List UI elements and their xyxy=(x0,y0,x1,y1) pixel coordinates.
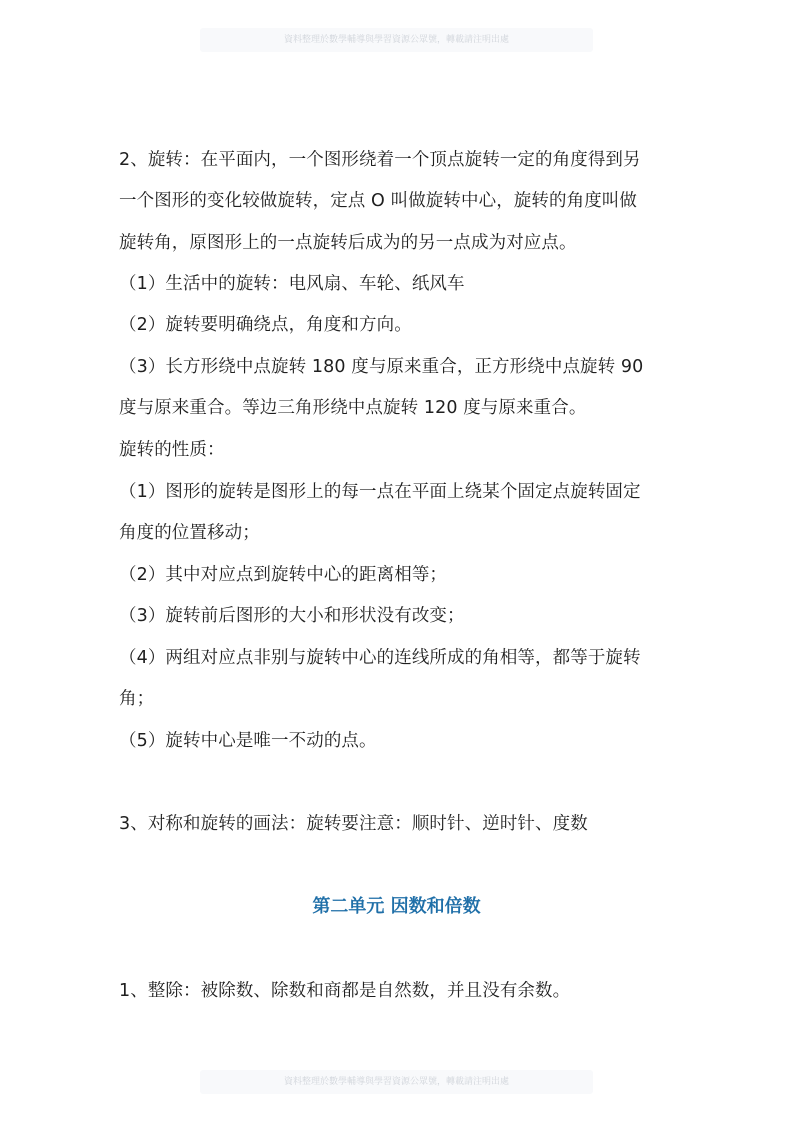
subheading: 旋转的性质： xyxy=(119,440,225,460)
list-item: （3）长方形绕中点旋转 180 度与原来重合，正方形绕中点旋转 90 xyxy=(119,357,644,377)
top-watermark: 資料整理於數學輔導與學習資源公眾號，轉載請注明出處 xyxy=(200,28,593,52)
paragraph-line: 一个图形的变化较做旋转，定点 O 叫做旋转中心，旋转的角度叫做 xyxy=(119,191,637,211)
list-item: （5）旋转中心是唯一不动的点。 xyxy=(119,731,377,751)
bottom-watermark: 資料整理於數學輔導與學習資源公眾號，轉載請注明出處 xyxy=(200,1070,593,1094)
section-heading: 第二单元 因数和倍数 xyxy=(312,896,481,917)
list-item: （4）两组对应点非别与旋转中心的连线所成的角相等，都等于旋转 xyxy=(119,648,641,668)
paragraph-line: 3、对称和旋转的画法：旋转要注意：顺时针、逆时针、度数 xyxy=(119,814,588,834)
paragraph-line: 角； xyxy=(119,689,155,709)
paragraph-line: 2、旋转：在平面内，一个图形绕着一个顶点旋转一定的角度得到另 xyxy=(119,150,641,170)
paragraph-line: 旋转角，原图形上的一点旋转后成为的另一点成为对应点。 xyxy=(119,233,577,253)
list-item: （1）生活中的旋转：电风扇、车轮、纸风车 xyxy=(119,274,465,294)
paragraph-line: 度与原来重合。等边三角形绕中点旋转 120 度与原来重合。 xyxy=(119,398,587,418)
paragraph-line: 角度的位置移动； xyxy=(119,523,260,543)
paragraph-line: 1、整除：被除数、除数和商都是自然数，并且没有余数。 xyxy=(119,981,571,1001)
list-item: （3）旋转前后图形的大小和形状没有改变； xyxy=(119,606,465,626)
list-item: （2）旋转要明确绕点，角度和方向。 xyxy=(119,315,412,335)
list-item: （1）图形的旋转是图形上的每一点在平面上绕某个固定点旋转固定 xyxy=(119,482,641,502)
list-item: （2）其中对应点到旋转中心的距离相等； xyxy=(119,565,448,585)
